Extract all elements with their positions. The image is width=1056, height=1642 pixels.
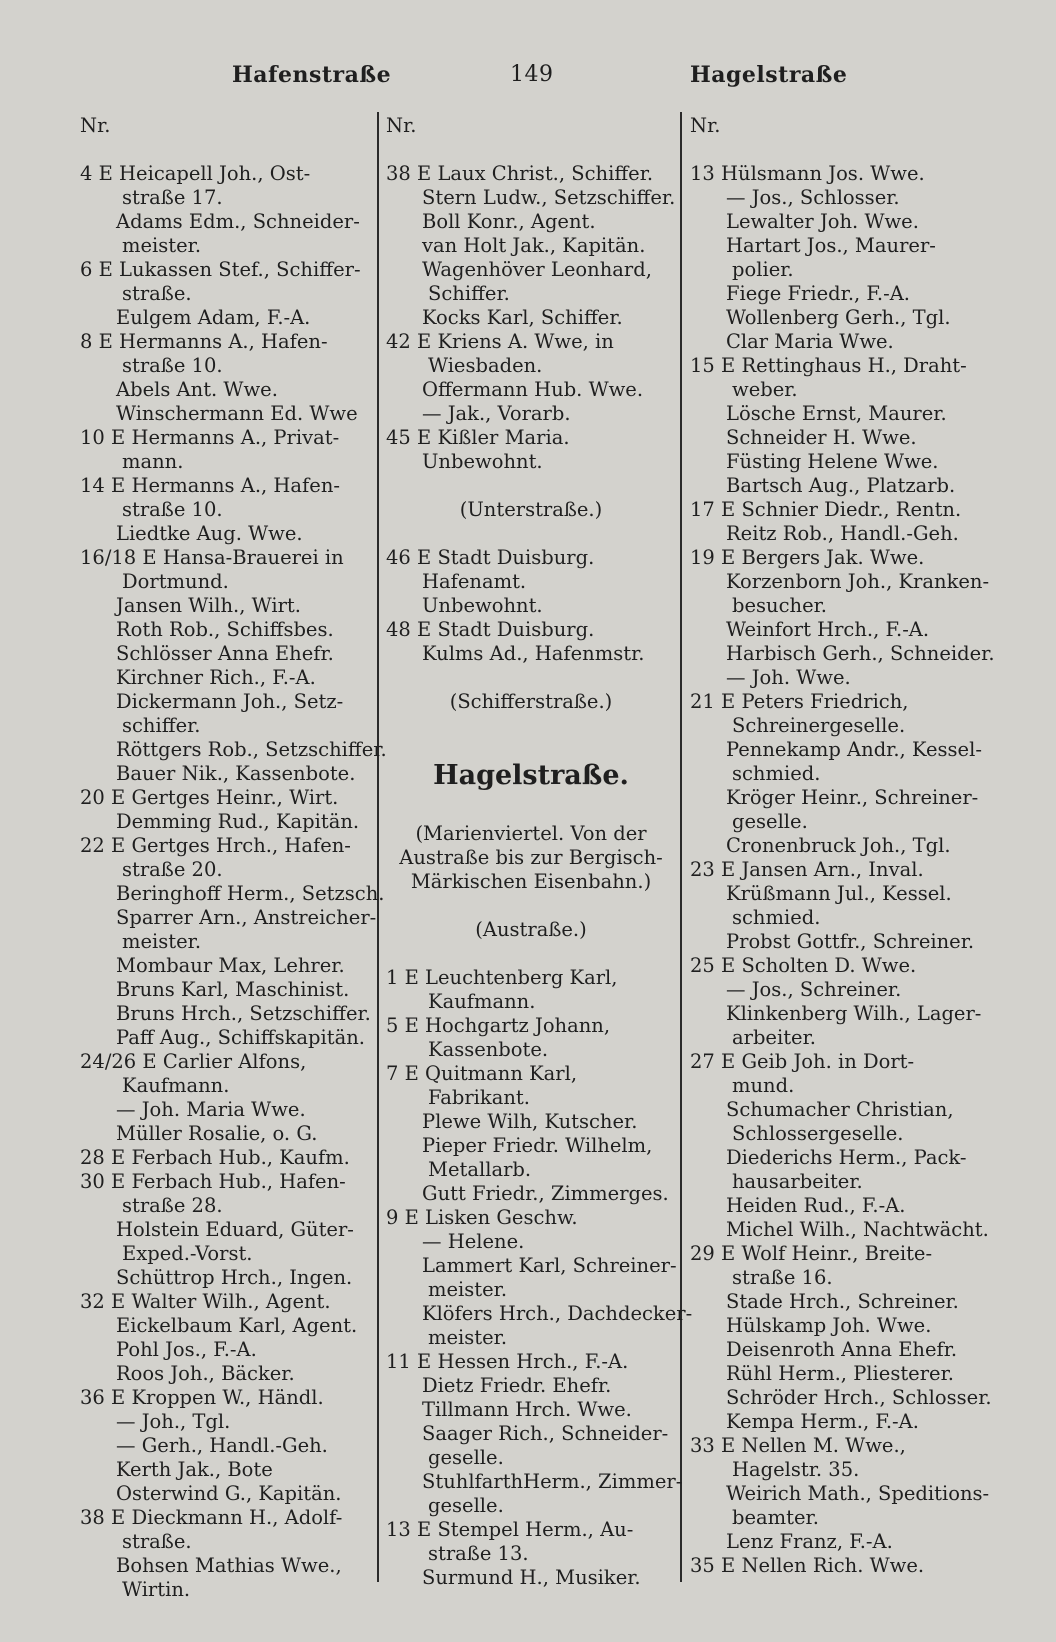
resident-line: — Jak., Vorarb. (422, 402, 571, 425)
resident-line: Paff Aug., Schiffskapitän. (116, 1026, 365, 1049)
resident-line: — Joh. Maria Wwe. (116, 1098, 306, 1121)
entry-line: 15 E Rettinghaus H., Draht- (690, 354, 967, 377)
resident-line: Unbewohnt. (422, 594, 543, 617)
spacer (386, 894, 676, 918)
continuation-line: straße. (122, 282, 192, 305)
entry-line: 35 E Nellen Rich. Wwe. (690, 1554, 925, 1577)
entry-line: 38 E Laux Christ., Schiffer. (386, 162, 654, 185)
resident-line: — Helene. (422, 1230, 525, 1253)
resident-line: Winschermann Ed. Wwe (116, 402, 358, 425)
resident-line: Roos Joh., Bäcker. (116, 1362, 295, 1385)
entry-line: 13 E Stempel Herm., Au- (386, 1518, 634, 1541)
entry-line: 19 E Bergers Jak. Wwe. (690, 546, 925, 569)
resident-line: Röttgers Rob., Setzschiffer. (116, 738, 387, 761)
continuation-line: Schreinergeselle. (732, 714, 906, 737)
column-heading: Nr. (80, 114, 111, 137)
resident-line: Kerth Jak., Bote (116, 1458, 273, 1481)
resident-line: Clar Maria Wwe. (726, 330, 894, 353)
resident-line: Wagenhöver Leonhard, (422, 258, 652, 281)
resident-line: Stern Ludw., Setzschiffer. (422, 186, 676, 209)
continuation-line: geselle. (732, 810, 808, 833)
resident-line: Kempa Herm., F.-A. (726, 1410, 919, 1433)
resident-line: Abels Ant. Wwe. (116, 378, 278, 401)
resident-line: Hartart Jos., Maurer- (726, 234, 936, 257)
right-street-header: Hagelstraße (690, 62, 848, 88)
resident-line: Bohsen Mathias Wwe., (116, 1554, 342, 1577)
resident-line: Unbewohnt. (422, 450, 543, 473)
entry-line: 8 E Hermanns A., Hafen- (80, 330, 328, 353)
continuation-line: geselle. (428, 1446, 504, 1469)
resident-line: Korzenborn Joh., Kranken- (726, 570, 990, 593)
continuation-line: meister. (122, 234, 202, 257)
entry-line: 13 Hülsmann Jos. Wwe. (690, 162, 925, 185)
spacer (80, 138, 370, 162)
entry-line: 45 E Kißler Maria. (386, 426, 570, 449)
resident-line: Surmund H., Musiker. (422, 1566, 641, 1589)
resident-line: Plewe Wilh, Kutscher. (422, 1110, 638, 1133)
resident-line: Beringhoff Herm., Setzsch. (116, 882, 385, 905)
resident-line: — Joh. Wwe. (726, 666, 851, 689)
resident-line: Diederichs Herm., Pack- (726, 1146, 967, 1169)
resident-line: Lenz Franz, F.-A. (726, 1530, 893, 1553)
left-street-header: Hafenstraße (232, 62, 392, 88)
resident-line: Schröder Hrch., Schlosser. (726, 1386, 992, 1409)
spacer (690, 138, 980, 162)
continuation-line: beamter. (732, 1506, 819, 1529)
continuation-line: straße 10. (122, 354, 223, 377)
continuation-line: mund. (732, 1074, 795, 1097)
resident-line: Kröger Heinr., Schreiner- (726, 786, 979, 809)
entry-line: 32 E Walter Wilh., Agent. (80, 1290, 331, 1313)
resident-line: Fiege Friedr., F.-A. (726, 282, 910, 305)
entry-line: 9 E Lisken Geschw. (386, 1206, 578, 1229)
entry-line: 33 E Nellen M. Wwe., (690, 1434, 906, 1457)
spacer (386, 522, 676, 546)
entry-line: 17 E Schnier Diedr., Rentn. (690, 498, 962, 521)
resident-line: Bruns Karl, Maschinist. (116, 978, 350, 1001)
resident-line: Harbisch Gerh., Schneider. (726, 642, 995, 665)
resident-line: Klöfers Hrch., Dachdecker- (422, 1302, 693, 1325)
entry-line: 14 E Hermanns A., Hafen- (80, 474, 340, 497)
column-heading: Nr. (690, 114, 721, 137)
resident-line: Kulms Ad., Hafenmstr. (422, 642, 645, 665)
column-middle (386, 114, 693, 1590)
resident-line: Hafenamt. (422, 570, 527, 593)
continuation-line: straße 13. (428, 1542, 529, 1565)
spacer (386, 474, 676, 498)
resident-line: Michel Wilh., Nachtwächt. (726, 1218, 989, 1241)
resident-line: Demming Rud., Kapitän. (116, 810, 360, 833)
resident-line: Hülskamp Joh. Wwe. (726, 1314, 932, 1337)
resident-line: Eickelbaum Karl, Agent. (116, 1314, 358, 1337)
continuation-line: schmied. (732, 906, 821, 929)
continuation-line: mann. (122, 450, 184, 473)
continuation-line: arbeiter. (732, 1026, 816, 1049)
continuation-line: straße 28. (122, 1194, 223, 1217)
resident-line: Kirchner Rich., F.-A. (116, 666, 316, 689)
resident-line: Füsting Helene Wwe. (726, 450, 939, 473)
continuation-line: Schlossergeselle. (732, 1122, 904, 1145)
resident-line: Pohl Jos., F.-A. (116, 1338, 257, 1361)
continuation-line: straße 10. (122, 498, 223, 521)
resident-line: Bruns Hrch., Setzschiffer. (116, 1002, 371, 1025)
column-left (80, 114, 387, 1602)
resident-line: Boll Konr., Agent. (422, 210, 596, 233)
continuation-line: Kassenbote. (428, 1038, 549, 1061)
continuation-line: straße 16. (732, 1266, 833, 1289)
entry-line: 23 E Jansen Arn., Inval. (690, 858, 924, 881)
section-note: (Austraße.) (475, 918, 587, 941)
resident-line: Holstein Eduard, Güter- (116, 1218, 354, 1241)
continuation-line: geselle. (428, 1494, 504, 1517)
entry-line: 24/26 E Carlier Alfons, (80, 1050, 307, 1073)
resident-line: Klinkenberg Wilh., Lager- (726, 1002, 982, 1025)
resident-line: Kocks Karl, Schiffer. (422, 306, 623, 329)
entry-line: 7 E Quitmann Karl, (386, 1062, 578, 1085)
resident-line: — Jos., Schlosser. (726, 186, 900, 209)
resident-line: StuhlfarthHerm., Zimmer- (422, 1470, 683, 1493)
resident-line: Bauer Nik., Kassenbote. (116, 762, 356, 785)
entry-line: 48 E Stadt Duisburg. (386, 618, 595, 641)
section-note: Märkischen Eisenbahn.) (410, 870, 652, 893)
street-title: Hagelstraße. (433, 760, 629, 791)
entry-line: 16/18 E Hansa-Brauerei in (80, 546, 344, 569)
continuation-line: Exped.-Vorst. (122, 1242, 253, 1265)
entry-line: 20 E Gertges Heinr., Wirt. (80, 786, 339, 809)
continuation-line: meister. (122, 930, 202, 953)
resident-line: Gutt Friedr., Zimmerges. (422, 1182, 669, 1205)
continuation-line: Wiesbaden. (428, 354, 543, 377)
continuation-line: Metallarb. (428, 1158, 532, 1181)
continuation-line: Hagelstr. 35. (732, 1458, 860, 1481)
entry-line: 42 E Kriens A. Wwe, in (386, 330, 614, 353)
resident-line: Liedtke Aug. Wwe. (116, 522, 303, 545)
continuation-line: Fabrikant. (428, 1086, 530, 1109)
resident-line: Deisenroth Anna Ehefr. (726, 1338, 958, 1361)
resident-line: Adams Edm., Schneider- (116, 210, 360, 233)
continuation-line: schmied. (732, 762, 821, 785)
resident-line: Weirich Math., Speditions- (726, 1482, 990, 1505)
resident-line: Tillmann Hrch. Wwe. (422, 1398, 632, 1421)
resident-line: Eulgem Adam, F.-A. (116, 306, 311, 329)
continuation-line: straße 17. (122, 186, 223, 209)
resident-line: Bartsch Aug., Platzarb. (726, 474, 956, 497)
continuation-line: meister. (428, 1278, 508, 1301)
section-note: Austraße bis zur Bergisch- (399, 846, 663, 869)
resident-line: Krüßmann Jul., Kessel. (726, 882, 952, 905)
column-divider-right (680, 112, 682, 1582)
spacer (386, 138, 676, 162)
resident-line: Probst Gottfr., Schreiner. (726, 930, 975, 953)
continuation-line: straße 20. (122, 858, 223, 881)
entry-line: 5 E Hochgartz Johann, (386, 1014, 611, 1037)
spacer (386, 714, 676, 754)
resident-line: — Jos., Schreiner. (726, 978, 902, 1001)
continuation-line: Schiffer. (428, 282, 510, 305)
section-note: (Schifferstraße.) (449, 690, 613, 713)
resident-line: Dietz Friedr. Ehefr. (422, 1374, 612, 1397)
resident-line: Lammert Karl, Schreiner- (422, 1254, 677, 1277)
resident-line: Weinfort Hrch., F.-A. (726, 618, 930, 641)
resident-line: Roth Rob., Schiffsbes. (116, 618, 334, 641)
continuation-line: polier. (732, 258, 794, 281)
entry-line: 36 E Kroppen W., Händl. (80, 1386, 324, 1409)
resident-line: Sparrer Arn., Anstreicher- (116, 906, 377, 929)
section-note: (Marienviertel. Von der (415, 822, 647, 845)
spacer (386, 942, 676, 966)
column-divider-left (377, 112, 379, 1582)
column-heading: Nr. (386, 114, 417, 137)
continuation-line: meister. (428, 1326, 508, 1349)
entry-line: 30 E Ferbach Hub., Hafen- (80, 1170, 346, 1193)
entry-line: 22 E Gertges Hrch., Hafen- (80, 834, 351, 857)
resident-line: Schüttrop Hrch., Ingen. (116, 1266, 353, 1289)
resident-line: Reitz Rob., Handl.-Geh. (726, 522, 959, 545)
entry-line: 25 E Scholten D. Wwe. (690, 954, 917, 977)
entry-line: 29 E Wolf Heinr., Breite- (690, 1242, 933, 1265)
resident-line: Wollenberg Gerh., Tgl. (726, 306, 951, 329)
resident-line: Pieper Friedr. Wilhelm, (422, 1134, 653, 1157)
spacer (386, 666, 676, 690)
resident-line: van Holt Jak., Kapitän. (422, 234, 646, 257)
entry-line: 28 E Ferbach Hub., Kaufm. (80, 1146, 350, 1169)
resident-line: Cronenbruck Joh., Tgl. (726, 834, 951, 857)
entry-line: 38 E Dieckmann H., Adolf- (80, 1506, 343, 1529)
resident-line: — Joh., Tgl. (116, 1410, 231, 1433)
continuation-line: Dortmund. (122, 570, 229, 593)
continuation-line: Kaufmann. (428, 990, 536, 1013)
resident-line: Offermann Hub. Wwe. (422, 378, 644, 401)
spacer (386, 798, 676, 822)
entry-line: 4 E Heicapell Joh., Ost- (80, 162, 311, 185)
resident-line: Heiden Rud., F.-A. (726, 1194, 906, 1217)
resident-line: Saager Rich., Schneider- (422, 1422, 669, 1445)
column-right (690, 114, 995, 1578)
resident-line: Lösche Ernst, Maurer. (726, 402, 947, 425)
continuation-line: besucher. (732, 594, 827, 617)
resident-line: Stade Hrch., Schreiner. (726, 1290, 959, 1313)
resident-line: Mombaur Max, Lehrer. (116, 954, 345, 977)
continuation-line: weber. (732, 378, 798, 401)
resident-line: Schneider H. Wwe. (726, 426, 917, 449)
page-number: 149 (510, 62, 554, 87)
resident-line: Pennekamp Andr., Kessel- (726, 738, 982, 761)
entry-line: 21 E Peters Friedrich, (690, 690, 909, 713)
entry-line: 6 E Lukassen Stef., Schiffer- (80, 258, 361, 281)
section-note: (Unterstraße.) (459, 498, 603, 521)
continuation-line: schiffer. (122, 714, 201, 737)
resident-line: Rühl Herm., Pliesterer. (726, 1362, 954, 1385)
continuation-line: Wirtin. (122, 1578, 191, 1601)
entry-line: 10 E Hermanns A., Privat- (80, 426, 340, 449)
resident-line: Lewalter Joh. Wwe. (726, 210, 919, 233)
entry-line: 46 E Stadt Duisburg. (386, 546, 595, 569)
resident-line: Müller Rosalie, o. G. (116, 1122, 318, 1145)
resident-line: Osterwind G., Kapitän. (116, 1482, 342, 1505)
resident-line: Dickermann Joh., Setz- (116, 690, 344, 713)
resident-line: Schlösser Anna Ehefr. (116, 642, 334, 665)
entry-line: 11 E Hessen Hrch., F.-A. (386, 1350, 629, 1373)
continuation-line: straße. (122, 1530, 192, 1553)
continuation-line: hausarbeiter. (732, 1170, 863, 1193)
continuation-line: Kaufmann. (122, 1074, 230, 1097)
resident-line: Schumacher Christian, (726, 1098, 954, 1121)
entry-line: 1 E Leuchtenberg Karl, (386, 966, 618, 989)
resident-line: Jansen Wilh., Wirt. (116, 594, 301, 617)
entry-line: 27 E Geib Joh. in Dort- (690, 1050, 915, 1073)
resident-line: — Gerh., Handl.-Geh. (116, 1434, 328, 1457)
